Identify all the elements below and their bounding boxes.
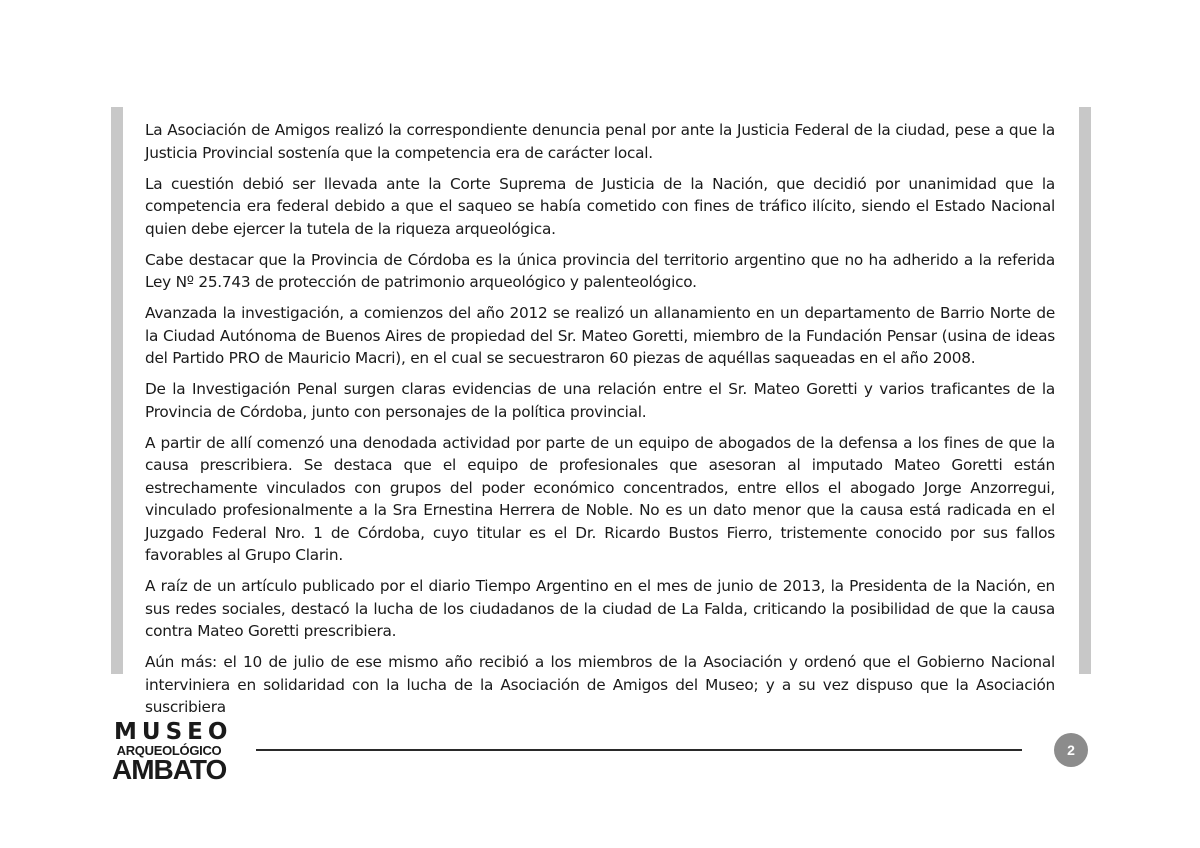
paragraph: Cabe destacar que la Provincia de Córdoba es la única provincia del territorio argentino que no ha adherido a la referida Ley Nº 25.743 de protección de patrimonio arqueológico y palenteológico.	[145, 250, 1055, 291]
paragraph: Aún más: el 10 de julio de ese mismo año recibió a los miembros de la Asociación y ordenó que el Gobierno Nacional interviniera en solidaridad con la lucha de la Asociación de Amigos del Museo; y a su vez dispuso que la Asociación suscribiera	[145, 653, 1055, 716]
right-margin-bar	[1079, 107, 1091, 674]
footer-divider	[256, 749, 1022, 751]
paragraph: A partir de allí comenzó una denodada actividad por parte de un equipo de abogados de la defensa a los fines de que la causa prescribiera. Se destaca que el equipo de profesionales que asesoran al imputado Mateo Goretti están estrechamente vinculados con grupos del poder económico concentrados, entre ellos el abogado Jorge Anzorregui, vinculado profesionalmente a la Sra Ernestina Herrera de Noble. No es un dato menor que la causa está radicada en el Juzgado Federal Nro. 1 de Córdoba, cuyo titular es el Dr. Ricardo Bustos Fierro, tristemente conocido por sus fallos favorables al Grupo Clarin.	[145, 433, 1055, 564]
page-number-badge: 2	[1054, 733, 1088, 767]
museum-logo	[112, 719, 233, 785]
paragraph: La Asociación de Amigos realizó la correspondiente denuncia penal por ante la Justicia Federal de la ciudad, pese a que la Justicia Provincial sostenía que la competencia era de carácter local.	[145, 121, 1055, 162]
paragraph: A raíz de un artículo publicado por el diario Tiempo Argentino en el mes de junio de 2013, la Presidenta de la Nación, en sus redes sociales, destacó la lucha de los ciudadanos de la ciudad de La Falda, criticando la posibilidad de que la causa contra Mateo Goretti prescribiera.	[145, 577, 1055, 640]
left-margin-bar	[111, 107, 123, 674]
paragraph: De la Investigación Penal surgen claras evidencias de una relación entre el Sr. Mateo Goretti y varios traficantes de la Provincia de Córdoba, junto con personajes de la política provincial.	[145, 380, 1055, 421]
logo-arqueologico-text: ARQUEOLÓGICO	[116, 743, 222, 758]
paragraph: La cuestión debió ser llevada ante la Corte Suprema de Justicia de la Nación, que decidió por unanimidad que la competencia era federal debido a que el saqueo se había cometido con fines de tráfico ilícito, siendo el Estado Nacional quien debe ejercer la tutela de la riqueza arqueológica.	[145, 174, 1055, 238]
document-body	[145, 119, 1055, 716]
paragraph: Avanzada la investigación, a comienzos del año 2012 se realizó un allanamiento en un departamento de Barrio Norte de la Ciudad Autónoma de Buenos Aires de propiedad del Sr. Mateo Goretti, miembro de la Fundación Pensar (usina de ideas del Partido PRO de Mauricio Macri), en el cual se secuestraron 60 piezas de aquéllas saqueadas en el año 2008.	[145, 304, 1055, 367]
logo-museo-text: MUSEO	[114, 719, 233, 745]
logo-ambato-text: AMBATO	[112, 754, 227, 785]
